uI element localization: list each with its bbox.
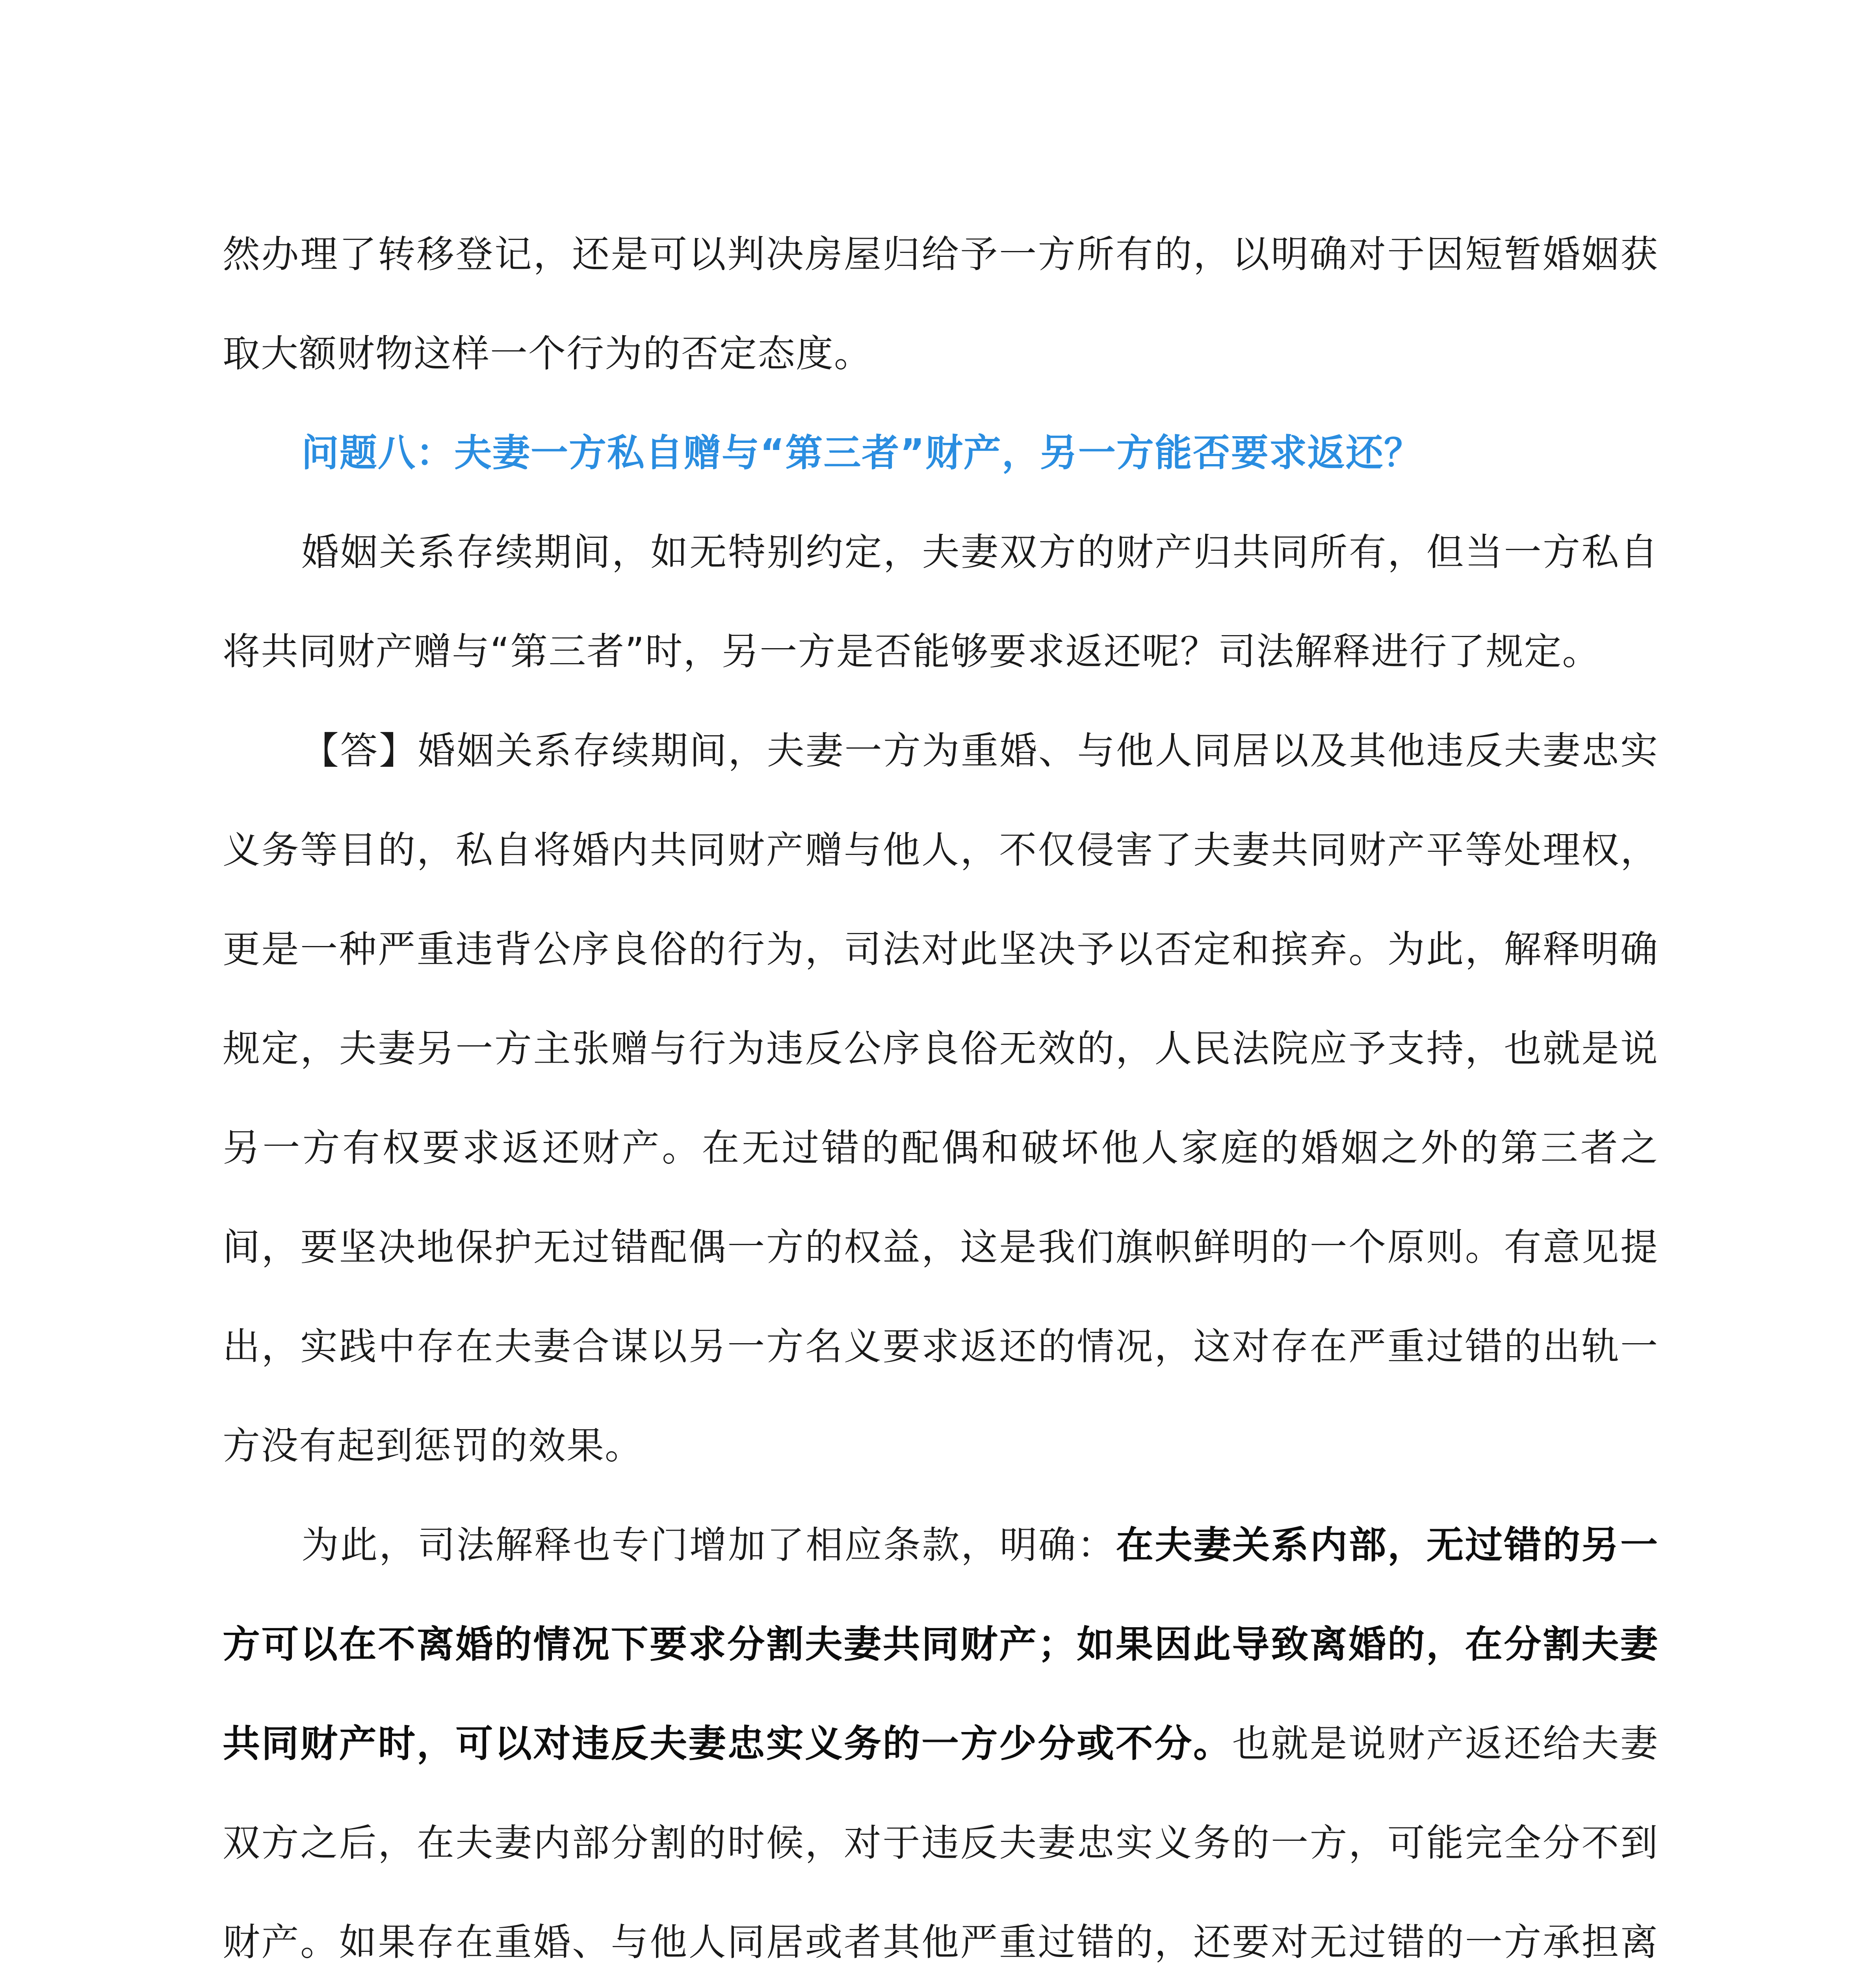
body-paragraph xyxy=(223,205,1659,403)
text-run: 【答】婚姻关系存续期间，夫妻一方为重婚、与他人同居以及其他违反夫妻忠实义务等目的，私自将婚内共同财产赠与他人，不仅侵害了夫妻共同财产平等处理权，更是一种严重违背公序良俗的行为，司法对此坚决予以否定和摈弃。为此，解释明确规定，夫妻另一方主张赠与行为违反公序良俗无效的，人民法院应予支持，也就是说另一方有权要求返还财产。在无过错的配偶和破坏他人家庭的婚姻之外的第三者之间，要坚决地保护无过错配偶一方的权益，这是我们旗帜鲜明的一个原则。有意见提出，实践中存在夫妻合谋以另一方名义要求返还的情况，这对存在严重过错的出轨一方没有起到惩罚的效果。 xyxy=(223,729,1659,1468)
document-body xyxy=(223,205,1659,1970)
body-paragraph xyxy=(223,503,1659,701)
body-paragraph xyxy=(223,701,1659,1496)
body-paragraph xyxy=(223,1496,1659,1970)
text-run: 然办理了转移登记，还是可以判决房屋归给予一方所有的，以明确对于因短暂婚姻获取大额财物这样一个行为的否定态度。 xyxy=(223,233,1659,375)
text-run: 婚姻关系存续期间，如无特别约定，夫妻双方的财产归共同所有，但当一方私自将共同财产赠与“第三者”时，另一方是否能够要求返还呢？司法解释进行了规定。 xyxy=(223,531,1659,673)
text-run: 也就是说财产返还给夫妻双方之后，在夫妻内部分割的时候，对于违反夫妻忠实义务的一方，可能完全分不到财产。如果存在重婚、与他人同居或者其他严重过错的，还要对无过错的一方承担离 xyxy=(223,1722,1659,1964)
bold-text-run: 在夫妻关系内部，无过错的另一方可以在不离婚的情况下要求分割夫妻共同财产；如果因此导致离婚的，在分割夫妻共同财产时，可以对违反夫妻忠实义务的一方少分或不分。 xyxy=(223,1524,1659,1766)
section-heading: 问题八：夫妻一方私自赠与“第三者”财产，另一方能否要求返还？ xyxy=(301,431,1422,475)
text-run: 为此，司法解释也专门增加了相应条款，明确： xyxy=(301,1524,1116,1567)
